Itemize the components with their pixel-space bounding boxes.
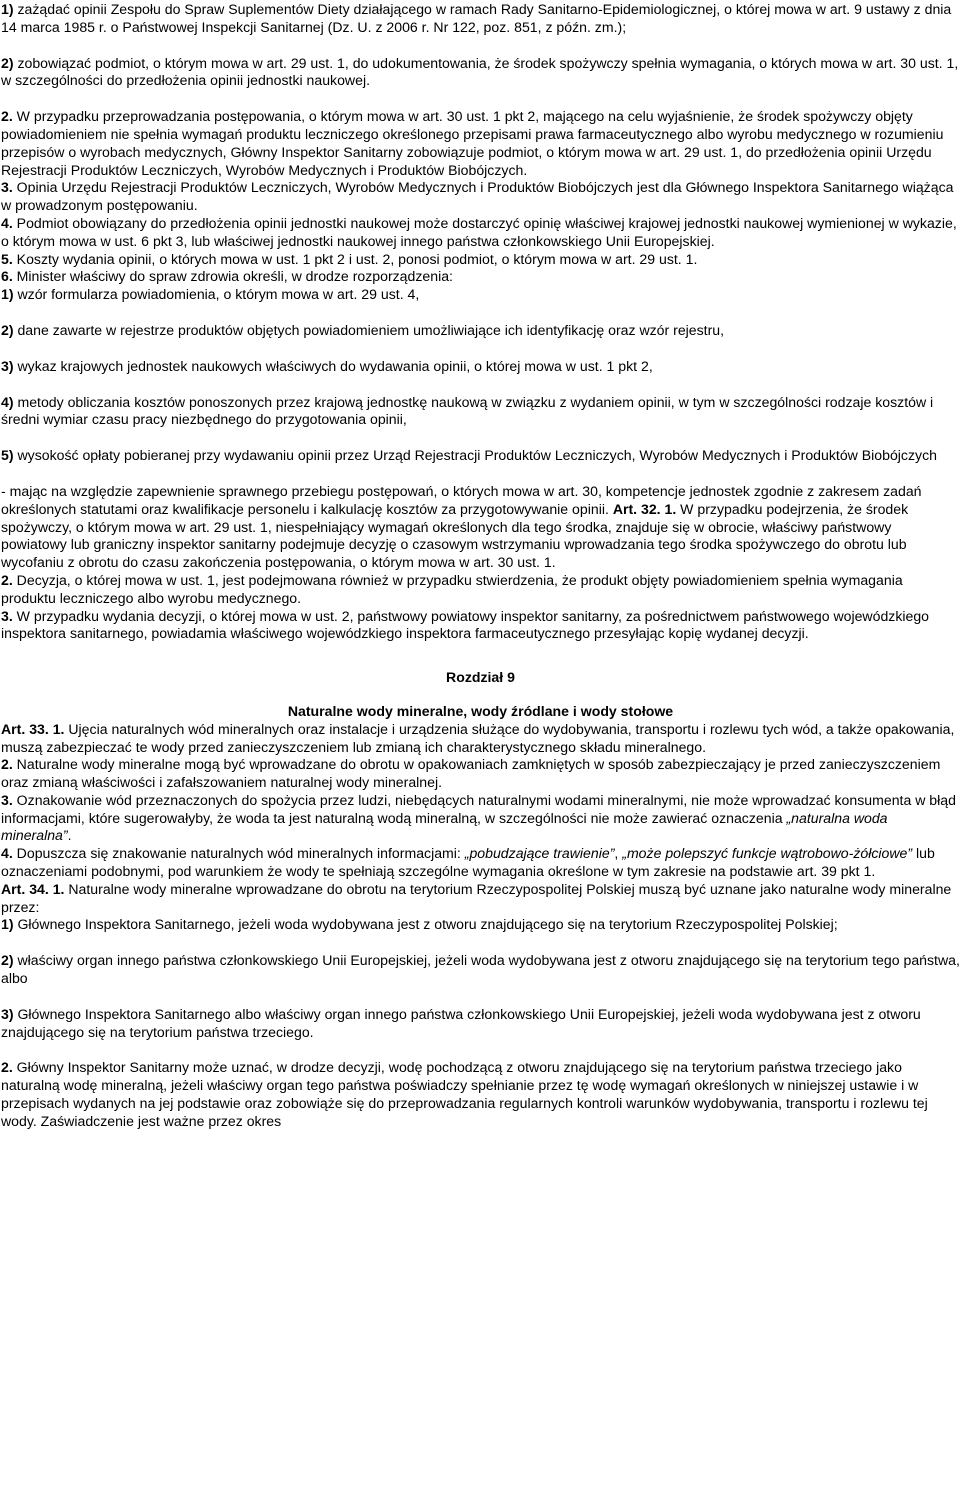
point-number: 4) <box>1 393 14 410</box>
paragraph-12 <box>1 447 960 465</box>
paragraph-text: właściwy organ innego państwa członkowskiego Unii Europejskiej, jeżeli woda wydobywana jest z otworu znajdującego się na terytorium tego państwa, albo <box>1 952 960 987</box>
paragraph-art34-ust2 <box>1 1059 960 1130</box>
point-number: 4. <box>1 214 13 231</box>
paragraph-text: Podmiot obowiązany do przedłożenia opinii jednostki naukowej może dostarczyć opinię właściwej krajowej jednostki naukowej wymienionej w wykazie, o którym mowa w ust. 6 pkt 3, lub właściwej jednostki naukowej innego państwa członkowskiego Unii Europejskiej. <box>1 214 957 249</box>
paragraph-text: Naturalne wody mineralne wprowadzane do obrotu na terytorium Rzeczypospolitej Polskiej muszą być uznane jako naturalne wody mineralne przez: <box>1 880 952 915</box>
point-number: 5. <box>1 250 13 267</box>
paragraph-text: zażądać opinii Zespołu do Spraw Suplementów Diety działającego w ramach Rady Sanitarno-Epidemiologicznej, o której mowa w art. 9 ustawy z dnia 14 marca 1985 r. o Państwowej Inspekcji Sanitarnej (Dz. U. z 2006 r. Nr 122, poz. 851, z późn. zm.); <box>1 1 952 35</box>
paragraph-text: , <box>614 845 623 862</box>
paragraph-11 <box>1 394 960 430</box>
point-number: 3) <box>1 1005 14 1022</box>
paragraph-4 <box>1 179 960 215</box>
point-number: 4. <box>1 845 13 862</box>
paragraph-art33-4 <box>1 845 960 881</box>
paragraph-2 <box>1 55 960 91</box>
paragraph-1 <box>1 1 960 37</box>
chapter-subtitle: Naturalne wody mineralne, wody źródlane i wody stołowe <box>287 702 674 719</box>
paragraph-text: Dopuszcza się znakowanie naturalnych wód mineralnych informacjami: <box>12 845 465 862</box>
point-number: 1) <box>1 286 14 303</box>
paragraph-text: Oznakowanie wód przeznaczonych do spożycia przez ludzi, niebędących naturalnymi wodami mineralnymi, nie może wprowadzać konsumenta w błąd informacjami, które sugerowałyby, że woda ta jest naturalną wodą mineralną, w szczególności nie może zawierać oznaczenia <box>1 791 956 826</box>
point-number: 2. <box>1 571 13 588</box>
paragraph-text: W przypadku przeprowadzania postępowania, o którym mowa w art. 30 ust. 1 pkt 2, mającego na celu wyjaśnienie, że środek spożywczy objęty powiadomieniem nie spełnia wymagań produktu leczniczego określonego przepisami prawa farmaceutycznego albo wyrobu medycznego w rozumieniu przepisów o wyrobach medycznych, Główny Inspektor Sanitarny zobowiązuje podmiot, o którym mowa w art. 29 ust. 1, do przedłożenia opinii Urzędu Rejestracji Produktów Leczniczych, Wyrobów Medycznych i Produktów Biobójczych. <box>1 108 944 178</box>
paragraph-text: Ujęcia naturalnych wód mineralnych oraz instalacje i urządzenia służące do wydobywania, transportu i rozlewu tych wód, a także opakowania, muszą zabezpieczać te wody przed zanieczyszczeniem lub zmianą ich charakterystycznego składu mineralnego. <box>1 720 955 755</box>
paragraph-text: Koszty wydania opinii, o których mowa w ust. 1 pkt 2 i ust. 2, ponosi podmiot, o którym mowa w art. 29 ust. 1. <box>12 250 698 267</box>
point-number: 1) <box>1 1 14 17</box>
paragraph-art33-3 <box>1 792 960 845</box>
paragraph-art33-2 <box>1 756 960 792</box>
paragraph-text: wzór formularza powiadomienia, o którym mowa w art. 29 ust. 4, <box>13 286 420 303</box>
paragraph-text: wykaz krajowych jednostek naukowych właściwych do wydawania opinii, o której mowa w ust. 1 pkt 2, <box>13 357 653 374</box>
paragraph-text: Minister właściwy do spraw zdrowia określi, w drodze rozporządzenia: <box>12 268 453 285</box>
paragraph-7 <box>1 268 960 286</box>
point-number: 2) <box>1 54 14 71</box>
paragraph-art34-1 <box>1 916 960 934</box>
point-number: 6. <box>1 268 13 285</box>
paragraph-art34-3 <box>1 1006 960 1042</box>
paragraph-text: Głównego Inspektora Sanitarnego albo właściwy organ innego państwa członkowskiego Unii Europejskiej, jeżeli woda wydobywana jest z otworu znajdującego się na terytorium państwa trzeciego. <box>1 1005 921 1040</box>
paragraph-15 <box>1 608 960 644</box>
point-number: 1) <box>1 916 14 933</box>
paragraph-text: dane zawarte w rejestrze produktów objętych powiadomieniem umożliwiające ich identyfikację oraz wzór rejestru, <box>13 321 725 338</box>
paragraph-text: Główny Inspektor Sanitarny może uznać, w drodze decyzji, wodę pochodzącą z otworu znajdującego się na terytorium państwa trzeciego jako naturalną wodę mineralną, jeżeli właściwy organ tego państwa poświadczy spełnianie przez tę wodę wymagań określonych w niniejszej ustawie i w przepisach wydanych na jej podstawie oraz zobowiąże się do przeprowadzania regularnych kontroli warunków wydobywania, transportu i rozlewu tej wody. Zaświadczenie jest ważne przez okres <box>1 1059 928 1129</box>
article-number: Art. 32. 1. <box>612 500 677 517</box>
paragraph-text: Naturalne wody mineralne mogą być wprowadzane do obrotu w opakowaniach zamkniętych w sposób zabezpieczający je przed zanieczyszczeniem oraz zmianą właściwości i zafałszowaniem naturalnej wody mineralnej. <box>1 756 941 791</box>
paragraph-text: W przypadku podejrzenia, że środek spożywczy, o którym mowa w art. 29 ust. 1, niespełniający wymagań określonych dla tego środka, znajduje się w obrocie, właściwy państwowy powiatowy lub graniczny inspektor sanitarny podejmuje decyzję o czasowym wstrzymaniu wprowadzania tego środka spożywczego do obrotu lub wycofaniu z obrotu do czasu zakończenia postępowania, o którym mowa w art. 30 ust. 1. <box>1 500 909 571</box>
paragraph-6 <box>1 251 960 269</box>
quoted-term: „pobudzające trawienie” <box>464 845 615 862</box>
point-number: 2) <box>1 321 14 338</box>
paragraph-text: lub oznaczeniami podobnymi, pod warunkiem że wody te spełniają szczególne wymagania określone w tym zakresie na podstawie art. 39 pkt 1. <box>1 845 935 880</box>
point-number: 3. <box>1 607 13 624</box>
point-number: 2. <box>1 756 13 773</box>
paragraph-5 <box>1 215 960 251</box>
paragraph-text: Decyzja, o której mowa w ust. 1, jest podejmowana również w przypadku stwierdzenia, że produkt objęty powiadomieniem spełnia wymagania produktu leczniczego albo wyrobu medycznego. <box>1 571 903 606</box>
point-number: 3. <box>1 179 13 196</box>
article-number: Art. 34. 1. <box>1 880 65 897</box>
paragraph-text: . <box>67 827 72 844</box>
paragraph-text: W przypadku wydania decyzji, o której mowa w ust. 2, państwowy powiatowy inspektor sanitarny, za pośrednictwem państwowego wojewódzkiego inspektora sanitarnego, powiadamia właściwego wojewódzkiego inspektora farmaceutycznego przesyłając kopię wydanej decyzji. <box>1 607 930 642</box>
paragraph-14 <box>1 572 960 608</box>
quoted-term: „naturalna woda mineralna” <box>1 809 888 844</box>
point-number: 5) <box>1 447 14 464</box>
paragraph-text: - mając na względzie zapewnienie sprawnego przebiegu postępowań, o których mowa w art. 30, kompetencje jednostek zgodnie z zakresem zadań określonych statutami oraz kwalifikacje personelu i kalkulację kosztów za przygotowywanie opinii. <box>1 482 922 517</box>
paragraph-10 <box>1 358 960 376</box>
paragraph-text: Opinia Urzędu Rejestracji Produktów Leczniczych, Wyrobów Medycznych i Produktów Biobójczych jest dla Głównego Inspektora Sanitarnego wiążąca w prowadzonym postępowaniu. <box>1 179 954 214</box>
paragraph-text: zobowiązać podmiot, o którym mowa w art. 29 ust. 1, do udokumentowania, że środek spożywczy spełnia wymagania, o których mowa w art. 30 ust. 1, w szczególności do przedłożenia opinii jednostki naukowej. <box>1 54 959 89</box>
paragraph-9 <box>1 322 960 340</box>
point-number: 2. <box>1 1059 13 1076</box>
paragraph-8 <box>1 286 960 304</box>
paragraph-art34-2 <box>1 952 960 988</box>
paragraph-3 <box>1 108 960 179</box>
point-number: 3. <box>1 791 13 808</box>
paragraph-art33 <box>1 721 960 757</box>
chapter-title: Rozdział 9 <box>446 669 515 686</box>
point-number: 3) <box>1 357 14 374</box>
paragraph-text: wysokość opłaty pobieranej przy wydawaniu opinii przez Urząd Rejestracji Produktów Leczniczych, Wyrobów Medycznych i Produktów Biobójczych <box>13 447 937 464</box>
paragraph-text: metody obliczania kosztów ponoszonych przez krajową jednostkę naukową w związku z wydaniem opinii, w tym w szczególności rodzaje kosztów i średni wymiar czasu pracy niezbędnego do przygotowania opinii, <box>1 393 934 428</box>
article-number: Art. 33. 1. <box>1 720 65 737</box>
quoted-term: „może polepszyć funkcje wątrobowo-żółciowe” <box>622 845 913 862</box>
point-number: 2) <box>1 952 14 969</box>
paragraph-text: Głównego Inspektora Sanitarnego, jeżeli woda wydobywana jest z otworu znajdującego się na terytorium Rzeczypospolitej Polskiej; <box>13 916 838 933</box>
point-number: 2. <box>1 108 13 125</box>
paragraph-13 <box>1 483 960 572</box>
paragraph-art34 <box>1 881 960 917</box>
